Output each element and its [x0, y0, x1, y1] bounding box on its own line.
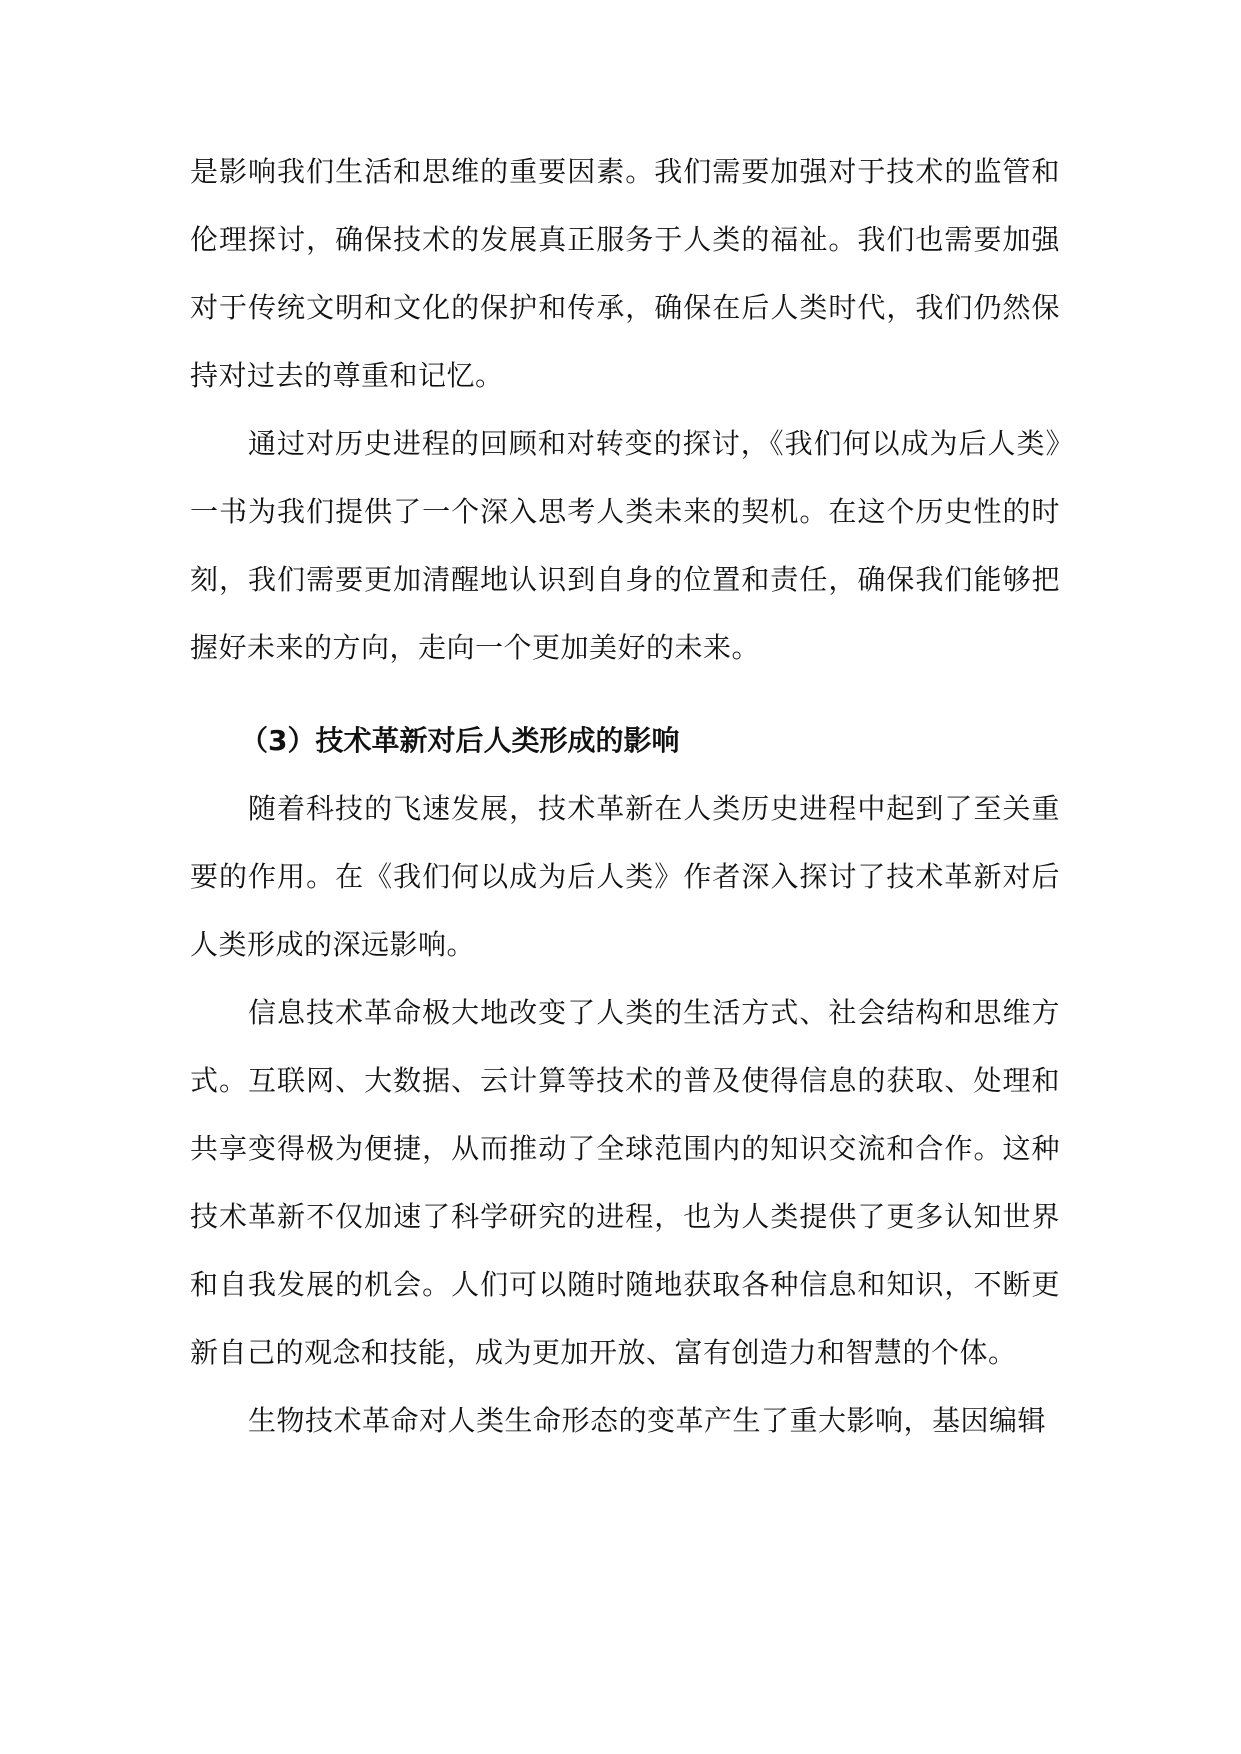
section-heading: （3）技术革新对后人类形成的影响	[240, 724, 680, 757]
paragraph-5: 生物技术革命对人类生命形态的变革产生了重大影响，基因编辑	[248, 1404, 1047, 1437]
paragraph-2: 通过对历史进程的回顾和对转变的探讨，《我们何以成为后人类》一书为我们提供了一个深入思考人类未来的契机。在这个历史性的时刻，我们需要更加清醒地认识到自身的位置和责任，确保我们能够把握好未来的方向，走向一个更加美好的未来。	[190, 427, 1060, 664]
paragraph-3: 随着科技的飞速发展，技术革新在人类历史进程中起到了至关重要的作用。在《我们何以成为后人类》作者深入探讨了技术革新对后人类形成的深远影响。	[190, 792, 1060, 961]
document-page	[190, 138, 1060, 1455]
paragraph-1: 是影响我们生活和思维的重要因素。我们需要加强对于技术的监管和伦理探讨，确保技术的发展真正服务于人类的福祉。我们也需要加强对于传统文明和文化的保护和传承，确保在后人类时代，我们仍然保持对过去的尊重和记忆。	[190, 155, 1060, 392]
paragraph-4: 信息技术革命极大地改变了人类的生活方式、社会结构和思维方式。互联网、大数据、云计算等技术的普及使得信息的获取、处理和共享变得极为便捷，从而推动了全球范围内的知识交流和合作。这种技术革新不仅加速了科学研究的进程，也为人类提供了更多认知世界和自我发展的机会。人们可以随时随地获取各种信息和知识，不断更新自己的观念和技能，成为更加开放、富有创造力和智慧的个体。	[190, 996, 1060, 1369]
